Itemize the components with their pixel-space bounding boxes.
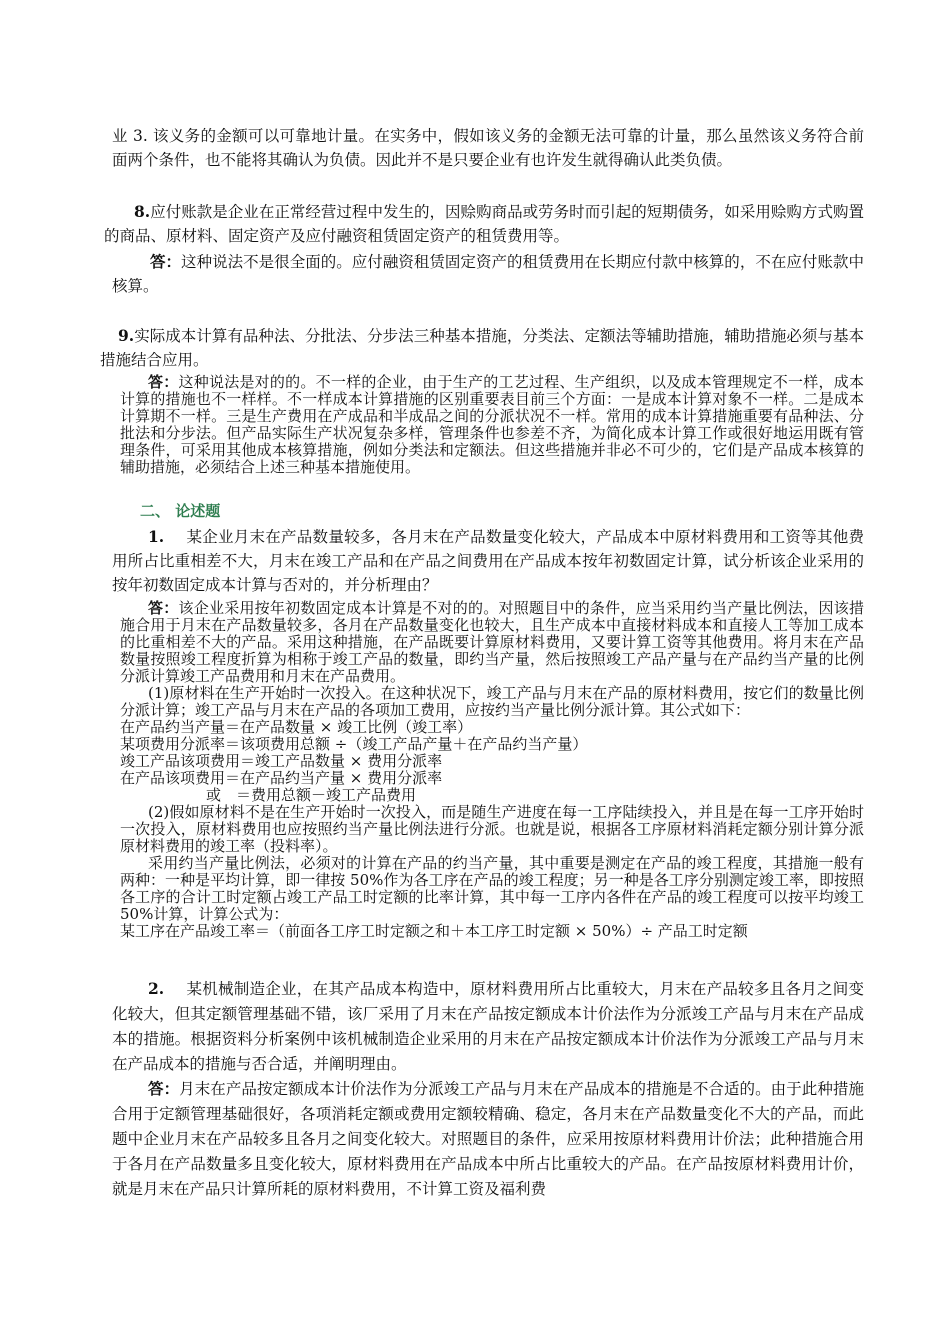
answer-e2-label: 答：	[148, 1079, 180, 1098]
answer-9-body: 这种说法是对的的。不一样的企业，由于生产的工艺过程、生产组织，以及成本管理规定不一样，成本计算的措施也不一样样。不一样成本计算措施的区别重要表目前三个方面：一是成本计算对象不一样。二是成本计算期不一样。三是生产费用在产成品和半成品之间的分派状况不一样。常用的成本计算措施重要有品种法、分批法和分步法。但产品实际生产状况复杂多样，管理条件也参差不齐，为简化成本计算工作或很好地运用既有管理条件，可采用其他成本核算措施，例如分类法和定额法。但这些措施并非必不可少的，它们是产品成本核算的辅助措施，必须结合上述三种基本措施使用。	[120, 373, 864, 476]
question-8	[104, 200, 864, 248]
answer-9-label: 答：	[148, 373, 179, 391]
question-8-text	[104, 200, 864, 248]
question-8-body: 应付账款是企业在正常经营过程中发生的，因赊购商品或劳务时而引起的短期债务，如采用赊购方式购置的商品、原材料、固定资产及应付融资租赁固定资产的租赁费用等。	[104, 203, 864, 245]
answer-8	[112, 250, 864, 298]
section-heading: 二、 论述题	[140, 502, 221, 520]
question-9-number: 9.	[118, 326, 135, 345]
essay-2-text	[112, 976, 864, 1077]
question-9	[100, 324, 864, 372]
formula-6: 某工序在产品竣工率＝（前面各工序工时定额之和＋本工序工时定额 × 50%）÷ 产品工时定额	[120, 922, 748, 940]
formula-3: 竣工产品该项费用＝竣工产品数量 × 费用分派率	[120, 752, 443, 770]
essay-1-number: 1.	[148, 527, 165, 546]
question-8-number: 8.	[134, 202, 151, 221]
essay-1-text	[112, 525, 864, 597]
question-9-body: 实际成本计算有品种法、分批法、分步法三种基本措施，分类法、定额法等辅助措施，辅助措施必须与基本措施结合应用。	[100, 327, 864, 369]
essay-1-body: 某企业月末在产品数量较多，各月末在产品数量变化较大，产品成本中原材料费用和工资等其他费用所占比重相差不大，月末在竣工产品和在产品之间费用在产品成本按年初数固定计算，试分析该企业采用的按年初数固定成本计算与否对的，并分析理由？	[112, 528, 864, 594]
answer-8-text	[112, 250, 864, 298]
answer-8-body: 这种说法不是很全面的。应付融资租赁固定资产的租赁费用在长期应付款中核算的，不在应付账款中核算。	[112, 253, 864, 295]
answer-9	[120, 374, 864, 476]
essay-2	[112, 976, 864, 1077]
answer-e1	[120, 600, 864, 940]
answer-e2	[112, 1076, 864, 1202]
essay-1	[112, 525, 864, 597]
answer-e1-p1: (1)原材料在生产开始时一次投入。在这种状况下，竣工产品与月末在产品的原材料费用，按它们的数量比例分派计算；竣工产品与月末在产品的各项加工费用，应按约当产量比例分派计算。其公式如下：	[120, 684, 864, 719]
formula-4: 在产品该项费用＝在产品约当产量 × 费用分派率	[120, 769, 443, 787]
answer-e1-label: 答：	[148, 599, 179, 617]
essay-2-body: 某机械制造企业，在其产品成本构造中，原材料费用所占比重较大，月末在产品较多且各月之间变化较大，但其定额管理基础不错，该厂采用了月末在产品按定额成本计价法作为分派竣工产品与月末在产品成本的措施。根据资料分析案例中该机械制造企业采用的月末在产品按定额成本计价法作为分派竣工产品与月末在产品成本的措施与否合适，并阐明理由。	[112, 980, 864, 1073]
answer-e2-text	[112, 1076, 864, 1202]
answer-9-text	[120, 374, 864, 476]
formula-2: 某项费用分派率＝该项费用总额 ÷（竣工产品产量＋在产品约当产量）	[120, 735, 588, 753]
answer-e1-body: 该企业采用按年初数固定成本计算是不对的的。对照题目中的条件，应当采用约当产量比例法，因该措施合用于月末在产品数量较多，各月在产品数量变化也较大，且生产成本中直接材料成本和直接人工等加工成本的比重相差不大的产品。采用这种措施，在产品既要计算原材料费用，又要计算工资等其他费用。将月末在产品数量按照竣工程度折算为相称于竣工产品的数量，即约当产量，然后按照竣工产品产量与在产品约当产量的比例分派计算竣工产品费用和月末在产品费用。	[120, 599, 864, 685]
formula-1: 在产品约当产量＝在产品数量 × 竣工比例（竣工率）	[120, 718, 473, 736]
intro-paragraph	[112, 124, 864, 172]
answer-e1-p2: (2)假如原材料不是在生产开始时一次投入，而是随生产进度在每一工序陆续投入，并且是在每一工序开始时一次投入，原材料费用也应按照约当产量比例法进行分派。也就是说，根据各工序原材料消耗定额分别计算分派原材料费用的竣工率（投料率）。	[120, 803, 864, 855]
essay-2-number: 2.	[148, 979, 165, 998]
answer-8-label: 答：	[150, 252, 182, 271]
formula-5: 或 ＝费用总额－竣工产品费用	[206, 786, 417, 804]
answer-e1-p3: 采用约当产量比例法，必须对的计算在产品的约当产量，其中重要是测定在产品的竣工程度，其措施一般有两种：一种是平均计算，即一律按 50%作为各工序在产品的竣工程度；另一种是各工序分别测定竣工率，即按照各工序的合计工时定额占竣工产品工时定额的比率计算，其中每一工序内各件在产品的竣工程度可以按平均竣工 50%计算，计算公式为：	[120, 854, 864, 923]
intro-text: 业 3. 该义务的金额可以可靠地计量。在实务中，假如该义务的金额无法可靠的计量，那么虽然该义务符合前面两个条件，也不能将其确认为负债。因此并不是只要企业有也许发生就得确认此类负债。	[112, 127, 864, 169]
answer-e1-text	[120, 600, 864, 685]
answer-e2-body: 月末在产品按定额成本计价法作为分派竣工产品与月末在产品成本的措施是不合适的。由于此种措施合用于定额管理基础很好，各项消耗定额或费用定额较精确、稳定，各月末在产品数量变化不大的产品，而此题中企业月末在产品较多且各月之间变化较大。对照题目的条件，应采用按原材料费用计价法；此种措施合用于各月在产品数量多且变化较大，原材料费用在产品成本中所占比重较大的产品。在产品按原材料费用计价，就是月末在产品只计算所耗的原材料费用，不计算工资及福利费	[112, 1080, 864, 1198]
question-9-text	[100, 324, 864, 372]
